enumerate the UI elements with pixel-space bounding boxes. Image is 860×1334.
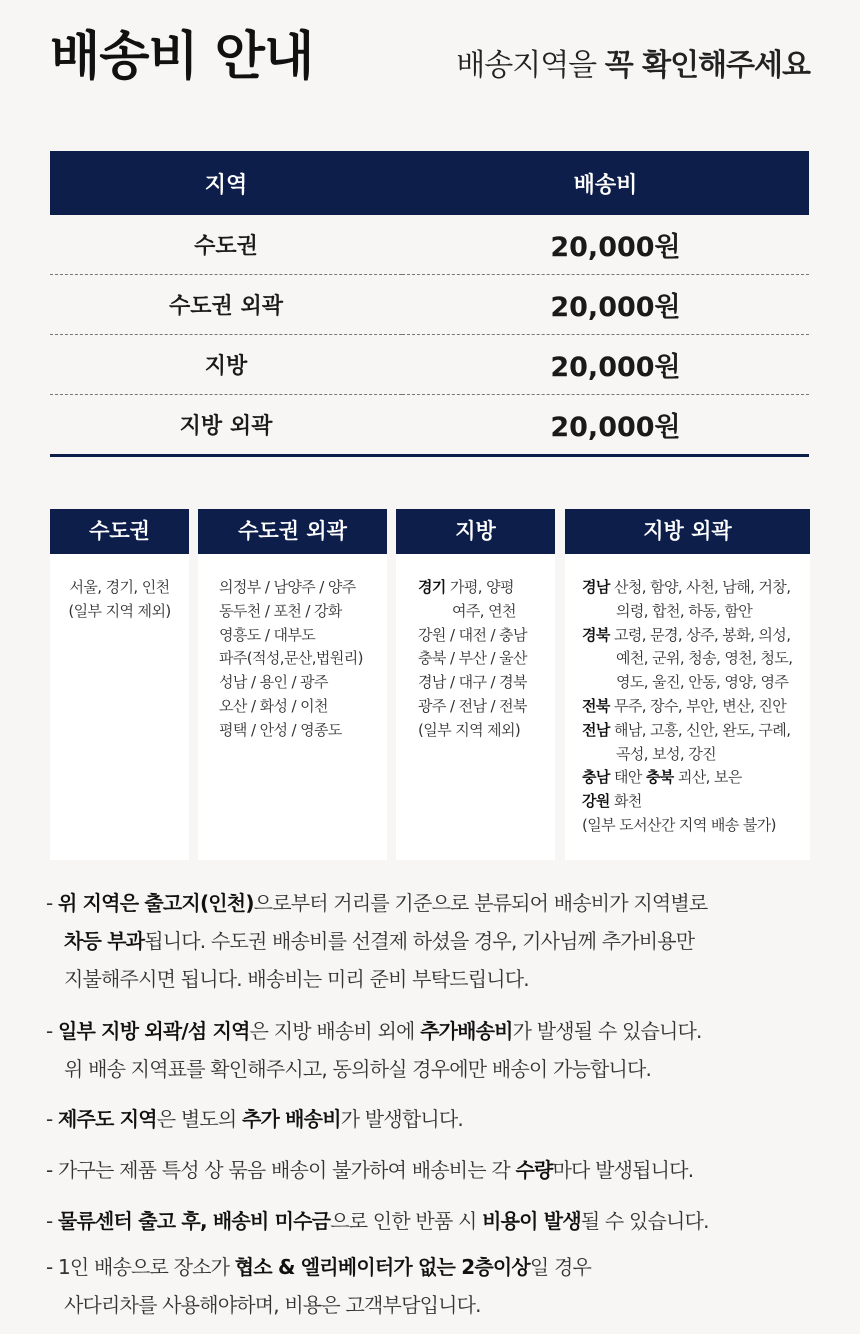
notice-line xyxy=(46,1202,709,1240)
card-body xyxy=(565,554,810,838)
page-title: 배송비 안내 xyxy=(50,27,314,87)
notice-emphasis: 협소 & 엘리베이터가 없는 2층이상 xyxy=(234,1255,530,1279)
notice-text: 가 발생될 수 있습니다. xyxy=(512,1019,702,1043)
card-title: 지방 외곽 xyxy=(565,509,810,554)
region-cell: 지방 xyxy=(50,335,402,395)
card-line: (일부 도서산간 지역 배송 불가) xyxy=(582,815,776,834)
bullet-dash: - xyxy=(46,1255,58,1279)
card-line: 예천, 군위, 청송, 영천, 청도, xyxy=(616,649,793,668)
card-line: 동두천 / 포천 / 강화 xyxy=(219,601,342,620)
notice-line xyxy=(46,1248,591,1286)
subtitle-emphasis: 꼭 확인해주세요 xyxy=(604,48,810,83)
card-line: 영흥도 / 대부도 xyxy=(219,625,316,644)
region-list: 가평, 양평 xyxy=(445,578,514,596)
column-header-fee: 배송비 xyxy=(402,151,809,215)
notice-text: 지불해주시면 됩니다. 배송비는 미리 준비 부탁드립니다. xyxy=(64,967,529,991)
card-capital-outer xyxy=(198,509,387,860)
region-cards xyxy=(50,509,810,860)
card-line: 성남 / 용인 / 광주 xyxy=(219,673,328,692)
region-label: 경기 xyxy=(418,578,446,596)
card-provincial-outer xyxy=(565,509,810,860)
region-cell: 수도권 외곽 xyxy=(50,275,402,335)
notice-emphasis: 물류센터 출고 후, 배송비 미수금 xyxy=(57,1209,331,1233)
card-line: 오산 / 화성 / 이천 xyxy=(219,696,328,715)
notice-item xyxy=(46,1202,709,1240)
subtitle-text: 배송지역을 xyxy=(456,48,605,83)
region-label: 충남 xyxy=(582,768,610,787)
notice-text: 위 배송 지역표를 확인해주시고, 동의하실 경우에만 배송이 가능합니다. xyxy=(64,1057,652,1081)
page-subtitle xyxy=(456,44,810,88)
region-list: 산청, 함양, 사천, 남해, 거창, xyxy=(609,578,791,596)
notice-text: 될 수 있습니다. xyxy=(580,1209,709,1233)
region-label: 충북 xyxy=(645,768,674,787)
card-line: (일부 지역 제외) xyxy=(418,720,521,739)
notice-item xyxy=(46,884,707,998)
region-label: 경남 xyxy=(582,578,610,596)
notice-emphasis: 위 지역은 출고지(인천) xyxy=(57,891,254,915)
notice-emphasis: 제주도 지역 xyxy=(57,1107,157,1131)
notice-text: 일 경우 xyxy=(529,1255,592,1279)
table-row xyxy=(50,335,809,395)
card-line xyxy=(582,576,810,600)
notice-text: 가 발생합니다. xyxy=(340,1107,463,1131)
region-list: 고령, 문경, 상주, 봉화, 의성, xyxy=(609,625,791,644)
notice-line xyxy=(46,884,707,922)
card-line: 서울, 경기, 인천 xyxy=(69,578,170,596)
card-line xyxy=(418,576,555,600)
notice-text: 됩니다. 수도권 배송비를 선결제 하셨을 경우, 기사님께 추가비용만 xyxy=(144,929,695,953)
card-line xyxy=(582,766,810,790)
notice-line xyxy=(46,1151,693,1189)
card-line: 의령, 합천, 하동, 함안 xyxy=(616,601,753,620)
notice-text: 은 별도의 xyxy=(156,1107,242,1131)
notice-text: 으로부터 거리를 기준으로 분류되어 배송비가 지역별로 xyxy=(253,891,708,915)
bullet-dash: - xyxy=(46,891,58,915)
shipping-fee-table xyxy=(50,151,809,457)
notice-item xyxy=(46,1151,693,1189)
region-label: 경북 xyxy=(582,625,610,644)
card-provincial xyxy=(396,509,555,860)
notice-line xyxy=(46,1050,702,1088)
card-line: 의정부 / 남양주 / 양주 xyxy=(219,578,356,596)
notice-line xyxy=(46,1012,702,1050)
bullet-dash: - xyxy=(46,1209,58,1233)
card-line xyxy=(582,695,810,719)
fee-cell: 20,000원 xyxy=(402,395,809,456)
card-body xyxy=(198,554,387,743)
region-label: 강원 xyxy=(582,792,610,811)
notice-line xyxy=(46,960,707,998)
notice-item xyxy=(46,1012,702,1088)
column-header-region: 지역 xyxy=(50,151,402,215)
region-cell: 수도권 xyxy=(50,215,402,275)
card-line: 평택 / 안성 / 영종도 xyxy=(219,720,342,739)
notice-text: 1인 배송으로 장소가 xyxy=(57,1255,235,1279)
card-capital xyxy=(50,509,189,860)
card-line: 여주, 연천 xyxy=(452,601,516,620)
notice-text: 가구는 제품 특성 상 묶음 배송이 불가하여 배송비는 각 xyxy=(57,1158,516,1182)
region-list: 해남, 고흥, 신안, 완도, 구례, xyxy=(609,720,791,739)
region-label: 전남 xyxy=(582,720,610,739)
card-title: 수도권 xyxy=(50,509,189,554)
notice-text: 으로 인한 반품 시 xyxy=(330,1209,483,1233)
region-list: 태안 xyxy=(609,768,646,787)
region-list: 무주, 장수, 부안, 변산, 진안 xyxy=(609,696,787,715)
notice-line xyxy=(46,1286,591,1324)
fee-cell: 20,000원 xyxy=(402,275,809,335)
card-line xyxy=(582,790,810,814)
table-row xyxy=(50,215,809,275)
table-row xyxy=(50,395,809,456)
card-line: 충북 / 부산 / 울산 xyxy=(418,649,527,668)
notice-line xyxy=(46,1100,463,1138)
region-list: 괴산, 보은 xyxy=(673,768,742,787)
card-line xyxy=(582,719,810,743)
notice-text: 은 지방 배송비 외에 xyxy=(249,1019,421,1043)
region-cell: 지방 외곽 xyxy=(50,395,402,456)
notice-item xyxy=(46,1248,591,1324)
notice-emphasis: 비용이 발생 xyxy=(482,1209,581,1233)
notice-text: 마다 발생됩니다. xyxy=(552,1158,694,1182)
notice-emphasis: 차등 부과 xyxy=(64,929,145,953)
card-line xyxy=(582,624,810,648)
notice-emphasis: 추가 배송비 xyxy=(241,1107,341,1131)
table-row xyxy=(50,275,809,335)
card-line: 강원 / 대전 / 충남 xyxy=(418,625,527,644)
card-title: 지방 xyxy=(396,509,555,554)
bullet-dash: - xyxy=(46,1019,58,1043)
table-header-row xyxy=(50,151,809,215)
card-line: 경남 / 대구 / 경북 xyxy=(418,673,527,692)
card-title: 수도권 외곽 xyxy=(198,509,387,554)
card-line: (일부 지역 제외) xyxy=(68,601,171,620)
notice-text: 사다리차를 사용해야하며, 비용은 고객부담입니다. xyxy=(64,1293,481,1317)
card-line: 파주(적성,문산,법원리) xyxy=(219,649,363,668)
notice-emphasis: 수량 xyxy=(515,1158,553,1182)
fee-cell: 20,000원 xyxy=(402,215,809,275)
card-line: 광주 / 전남 / 전북 xyxy=(418,696,527,715)
region-list: 화천 xyxy=(609,792,642,811)
fee-cell: 20,000원 xyxy=(402,335,809,395)
notice-emphasis: 추가배송비 xyxy=(420,1019,513,1043)
card-body xyxy=(50,554,189,624)
bullet-dash: - xyxy=(46,1107,58,1131)
card-line: 영도, 울진, 안동, 영양, 영주 xyxy=(616,673,789,692)
region-label: 전북 xyxy=(582,696,610,715)
notice-line xyxy=(46,922,707,960)
card-body xyxy=(396,554,555,743)
notice-item xyxy=(46,1100,463,1138)
bullet-dash: - xyxy=(46,1158,58,1182)
notice-emphasis: 일부 지방 외곽/섬 지역 xyxy=(57,1019,250,1043)
card-line: 곡성, 보성, 강진 xyxy=(616,744,717,763)
